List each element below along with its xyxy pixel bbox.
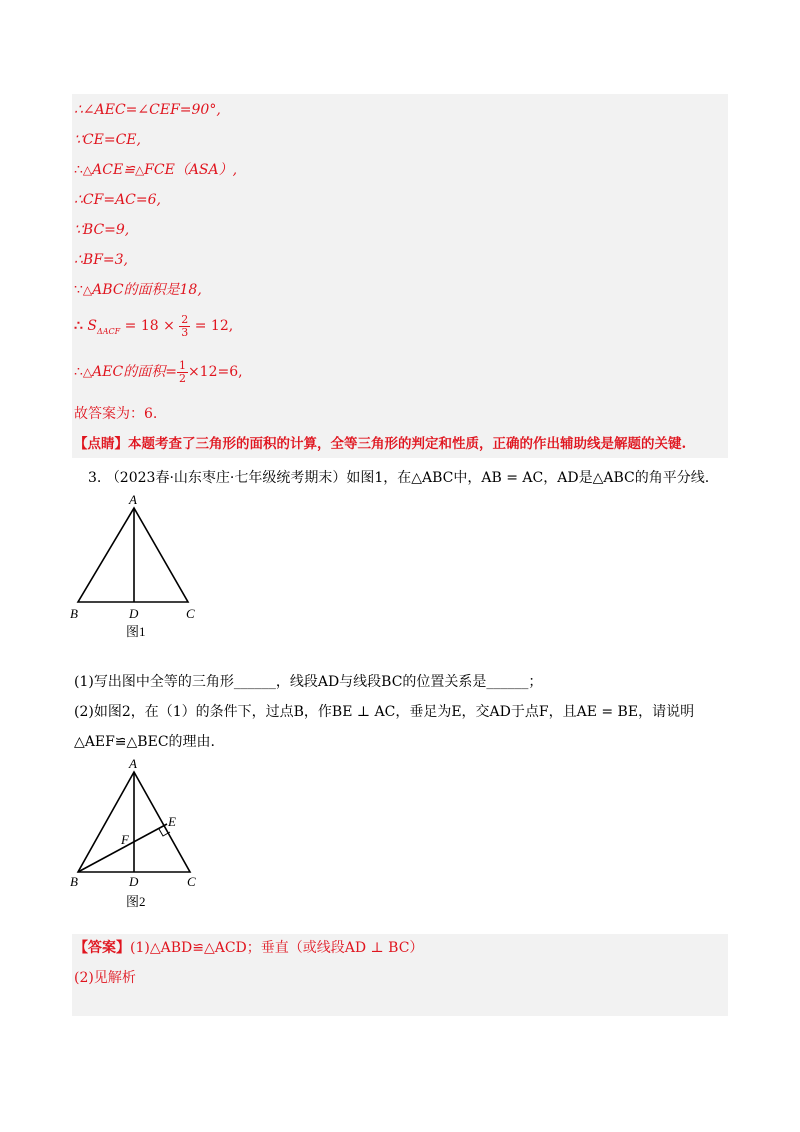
fraction-two-thirds: $\frac{2}{3}$ — [181, 312, 189, 339]
figure2-label-a: A — [129, 756, 137, 771]
solution-line-10: 故答案为：6. — [74, 406, 158, 422]
question-part-1: (1)写出图中全等的三角形______，线段AD与线段BC的位置关系是______； — [74, 674, 543, 690]
solution-line-9: ∴△AEC的面积= $\frac{1}{2}$ ×12=6, — [74, 358, 243, 385]
triangle-icon: △ — [134, 163, 145, 177]
solution-line-1: ∴∠AEC=∠CEF=90°, — [74, 102, 221, 118]
answer-line-2: (2)见解析 — [74, 970, 136, 986]
figure1-label-d: D — [129, 606, 139, 621]
solution-box — [72, 94, 728, 458]
fraction-one-half: $\frac{1}{2}$ — [178, 358, 186, 385]
figure2-label-d: D — [129, 874, 139, 889]
figure2-label-f: F — [121, 832, 129, 847]
triangle-icon: △ — [82, 283, 93, 297]
solution-line-2: ∵CE=CE, — [74, 132, 141, 148]
solution-line-5: ∵BC=9, — [74, 222, 130, 238]
figure-2 — [66, 756, 216, 916]
solution-line-6: ∴BF=3, — [74, 252, 128, 268]
figure1-caption: 图1 — [126, 624, 146, 639]
figure2-label-e: E — [168, 814, 176, 829]
question-part-2a: (2)如图2，在（1）的条件下，过点B，作BE ⊥ AC，垂足为E，交AD于点F，且AE = BE，请说明 — [74, 704, 695, 720]
solution-line-4: ∴CF=AC=6, — [74, 192, 161, 208]
triangle-icon: △ — [82, 163, 93, 177]
figure2-caption: 图2 — [126, 894, 146, 909]
question-stem: 3. （2023春·山东枣庄·七年级统考期末）如图1，在△ABC中，AB = AC，AD是△ABC的角平分线. — [88, 470, 710, 486]
figure1-label-c: C — [186, 606, 195, 621]
figure1-label-b: B — [70, 606, 78, 621]
figure2-label-c: C — [187, 874, 196, 889]
solution-line-8: ∴ $S_{\Delta ACF} = 18$ × $\frac{2}{3}$ = 12, — [74, 312, 234, 339]
solution-line-3: ∴△ACE≌△FCE（ASA）, — [74, 162, 238, 178]
figure2-label-b: B — [70, 874, 78, 889]
answer-line-1: 【答案】(1)△ABD≌△ACD；垂直（或线段AD ⊥ BC） — [74, 940, 424, 956]
solution-line-7: ∵△ABC的面积是18, — [74, 282, 202, 298]
triangle-icon: △ — [82, 365, 93, 379]
figure-1 — [66, 490, 216, 640]
solution-comment: 【点睛】本题考查了三角形的面积的计算，全等三角形的判定和性质，正确的作出辅助线是解题的关键. — [74, 436, 687, 452]
question-part-2b: △AEF≌△BEC的理由. — [74, 734, 215, 750]
figure1-label-a: A — [129, 492, 137, 507]
